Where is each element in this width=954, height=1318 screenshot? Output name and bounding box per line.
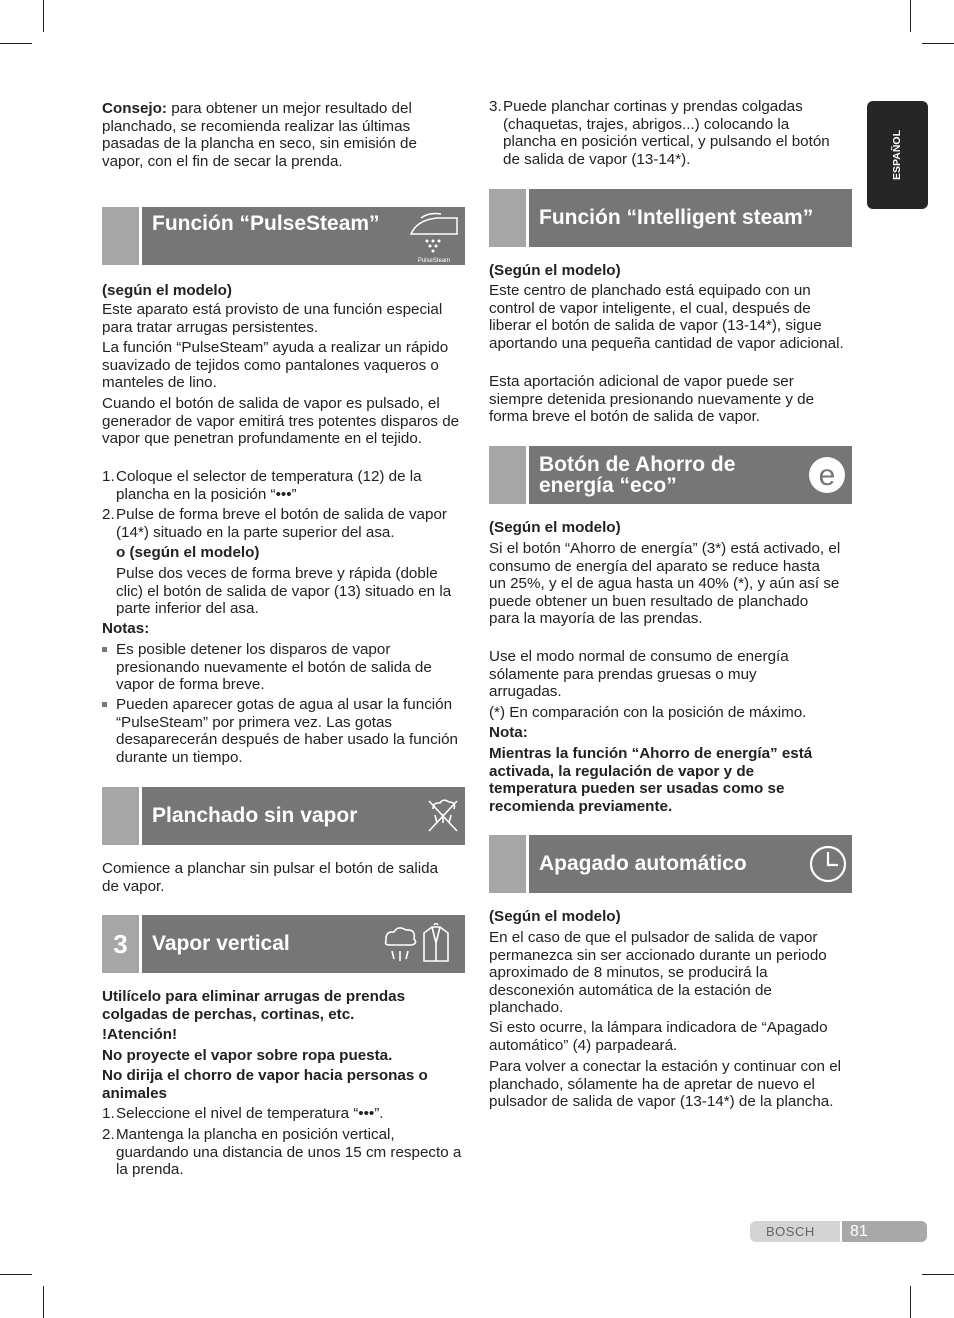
section-header-auto-off <box>489 835 852 893</box>
section-title: Función “PulseSteam” <box>152 212 380 235</box>
no-steam-icon <box>425 797 461 835</box>
language-tab <box>867 101 928 209</box>
model-note: (Según el modelo) <box>489 519 621 536</box>
clock-icon <box>807 843 849 885</box>
crop-mark <box>922 43 954 44</box>
tip-text: para obtener un mejor resultado del planchado, se recomienda realizar las últimas pasadas de la plancha en seco, sin emisión de vapor, con el fin de secar la prenda. <box>102 100 417 170</box>
model-note: (según el modelo) <box>102 282 232 299</box>
brand-name: BOSCH <box>766 1224 815 1239</box>
model-note: (Según el modelo) <box>489 908 621 925</box>
paragraph: Esta aportación adicional de vapor puede ser siempre detenida presionando nuevamente y de forma breve el botón de salida de vapor. <box>489 373 815 426</box>
section-title: Vapor vertical <box>152 932 290 955</box>
note-text: Mientras la función “Ahorro de energía” está activada, la regulación de vapor y de temperatura pueden ser usadas como se recomienda previamente. <box>489 745 813 815</box>
section-title: Función “Intelligent steam” <box>539 206 814 229</box>
page-footer <box>750 1221 927 1242</box>
paragraph: Si el botón “Ahorro de energía” (3*) está activado, el consumo de energía del aparato se reduce hasta un 25%, y el de agua hasta un 40% (*), y aún así se puede obtener un buen resultado de planchado para la mayoría de las prendas. <box>489 540 841 628</box>
tip-paragraph <box>102 100 462 170</box>
crop-mark <box>43 0 44 32</box>
paragraph: Pulse dos veces de forma breve y rápida (doble clic) el botón de salida de vapor (13) situado en la parte inferior del asa. <box>116 565 452 618</box>
section-header-eco <box>489 446 852 504</box>
eco-icon-letter: e <box>818 459 836 492</box>
section-title: Apagado automático <box>539 852 747 875</box>
crop-mark <box>922 1274 954 1275</box>
paragraph: Si esto ocurre, la lámpara indicadora de “Apagado automático” (4) parpadeará. <box>489 1019 828 1054</box>
attention-label: !Atención! <box>102 1026 178 1043</box>
crop-mark <box>0 43 32 44</box>
pulsesteam-icon-caption: PulseSteam <box>417 258 451 264</box>
paragraph: Utilícelo para eliminar arrugas de prendas colgadas de perchas, cortinas, etc. <box>102 988 406 1023</box>
paragraph: Cuando el botón de salida de vapor es pulsado, el generador de vapor emitirá tres potentes disparos de vapor que penetran profundamente en el tejido. <box>102 395 460 448</box>
warning-text: No dirija el chorro de vapor hacia personas o animales <box>102 1067 428 1102</box>
section-header-dry-ironing <box>102 787 465 845</box>
paragraph: Este aparato está provisto de una función especial para tratar arrugas persistentes. <box>102 301 443 336</box>
tab-number: 3 <box>113 929 128 959</box>
section-title: Botón de Ahorro de energía “eco” <box>539 453 736 497</box>
paragraph: (*) En comparación con la posición de máximo. <box>489 704 807 721</box>
paragraph: Comience a planchar sin pulsar el botón de salida de vapor. <box>102 860 439 895</box>
section-header-intelligent-steam <box>489 189 852 247</box>
note-label: Nota: <box>489 724 528 741</box>
language-label: ESPAÑOL <box>891 130 903 180</box>
paragraph: Este centro de planchado está equipado con un control de vapor inteligente, el cual, después de liberar el botón de salida de vapor (13-14*), sigue aportando una pequeña cantidad de vapor adicional. <box>489 282 844 352</box>
model-note: (Según el modelo) <box>489 262 621 279</box>
paragraph: Para volver a conectar la estación y continuar con el planchado, sólamente ha de apretar de nuevo el pulsador de salida de vapor (13-14*) de la plancha. <box>489 1058 842 1111</box>
crop-mark <box>910 0 911 32</box>
notes-label: Notas: <box>102 620 150 637</box>
page-number: 81 <box>850 1223 868 1240</box>
eco-icon <box>807 455 847 495</box>
warning-text: No proyecte el vapor sobre ropa puesta. <box>102 1047 393 1064</box>
paragraph: La función “PulseSteam” ayuda a realizar un rápido suavizado de tejidos como pantalones vaqueros o manteles de lino. <box>102 339 449 392</box>
section-title: Planchado sin vapor <box>152 804 358 827</box>
paragraph: En el caso de que el pulsador de salida de vapor permanezca sin ser accionado durante un periodo aproximado de 8 minutos, se producirá la desconexión automática de la estación de planchado. <box>489 929 827 1017</box>
section-header-pulsesteam <box>102 207 465 265</box>
paragraph: Use el modo normal de consumo de energía sólamente para prendas gruesas o muy arrugadas. <box>489 648 789 701</box>
crop-mark <box>910 1286 911 1318</box>
section-header-vertical-steam <box>102 915 465 973</box>
pulsesteam-icon <box>407 210 462 264</box>
tip-label: Consejo: <box>102 100 167 117</box>
model-note: o (según el modelo) <box>116 544 260 561</box>
crop-mark <box>43 1286 44 1318</box>
vertical-steam-icon <box>382 923 462 965</box>
crop-mark <box>0 1274 32 1275</box>
